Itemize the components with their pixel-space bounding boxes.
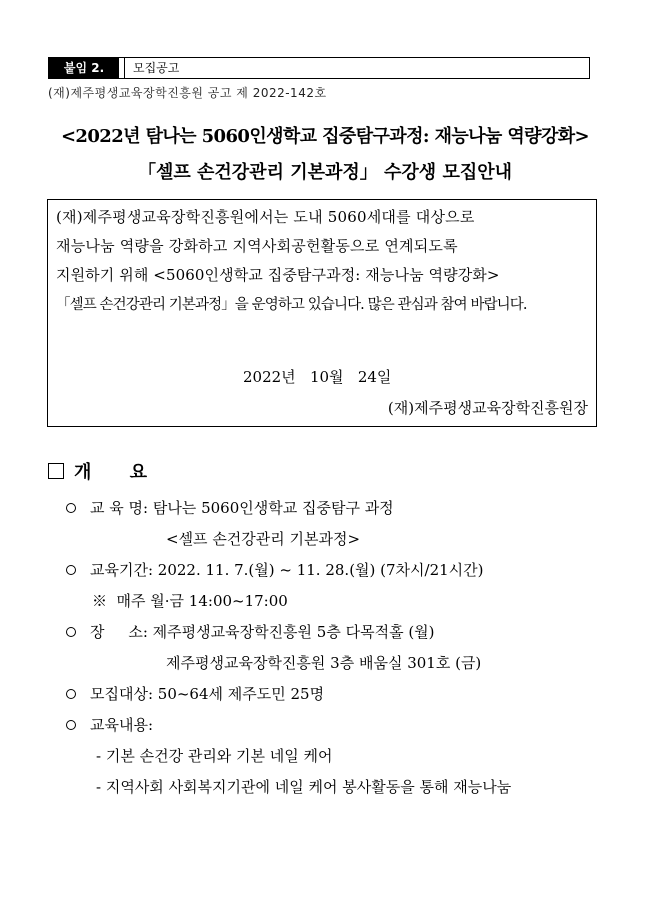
attachment-header <box>48 57 590 79</box>
item-period-note: ※ 매주 월·금 14:00~17:00 <box>92 592 288 610</box>
attachment-tag: 붙임 2. <box>49 58 119 78</box>
circle-bullet-icon <box>66 565 76 575</box>
item-target: 모집대상: 50~64세 제주도민 25명 <box>90 685 325 703</box>
circle-bullet-icon <box>66 503 76 513</box>
document-subtitle: 「셀프 손건강관리 기본과정」 수강생 모집안내 <box>137 162 513 183</box>
intro-signature: (재)제주평생교육장학진흥원장 <box>387 399 588 417</box>
intro-line: 「셀프 손건강관리 기본과정」을 운영하고 있습니다. 많은 관심과 참여 바랍니다. <box>56 297 527 313</box>
circle-bullet-icon <box>66 689 76 699</box>
item-content-detail: - 지역사회 사회복지기관에 네일 케어 봉사활동을 통해 재능나눔 <box>96 778 512 796</box>
item-period: 교육기간: 2022. 11. 7.(월) ~ 11. 28.(월) (7차시/21시간) <box>90 561 484 579</box>
intro-line: 재능나눔 역량을 강화하고 지역사회공헌활동으로 연계되도록 <box>56 237 458 255</box>
item-course-name: 교 육 명: 탐나는 5060인생학교 집중탐구 과정 <box>90 499 394 517</box>
intro-box <box>47 199 597 427</box>
circle-bullet-icon <box>66 627 76 637</box>
circle-bullet-icon <box>66 720 76 730</box>
attachment-label: 모집공고 <box>133 61 180 75</box>
section-heading <box>48 458 163 484</box>
item-content: 교육내용: <box>90 716 154 734</box>
section-title: 개 요 <box>74 462 164 483</box>
attachment-divider <box>124 58 125 78</box>
document-title: <2022년 탐나는 5060인생학교 집중탐구과정: 재능나눔 역량강화> <box>60 126 590 147</box>
intro-date: 2022년 10월 24일 <box>243 368 392 386</box>
intro-line: 지원하기 위해 <5060인생학교 집중탐구과정: 재능나눔 역량강화> <box>56 266 500 284</box>
item-content-detail: - 기본 손건강 관리와 기본 네일 케어 <box>96 747 333 765</box>
checkbox-square-icon <box>48 463 64 479</box>
notice-number: (재)제주평생교육장학진흥원 공고 제 2022-142호 <box>48 86 327 100</box>
item-course-name-sub: <셀프 손건강관리 기본과정> <box>166 530 361 548</box>
item-place: 장 소: 제주평생교육장학진흥원 5층 다목적홀 (월) <box>90 623 435 641</box>
item-place-sub: 제주평생교육장학진흥원 3층 배움실 301호 (금) <box>166 654 482 672</box>
intro-line: (재)제주평생교육장학진흥원에서는 도내 5060세대를 대상으로 <box>56 208 475 226</box>
